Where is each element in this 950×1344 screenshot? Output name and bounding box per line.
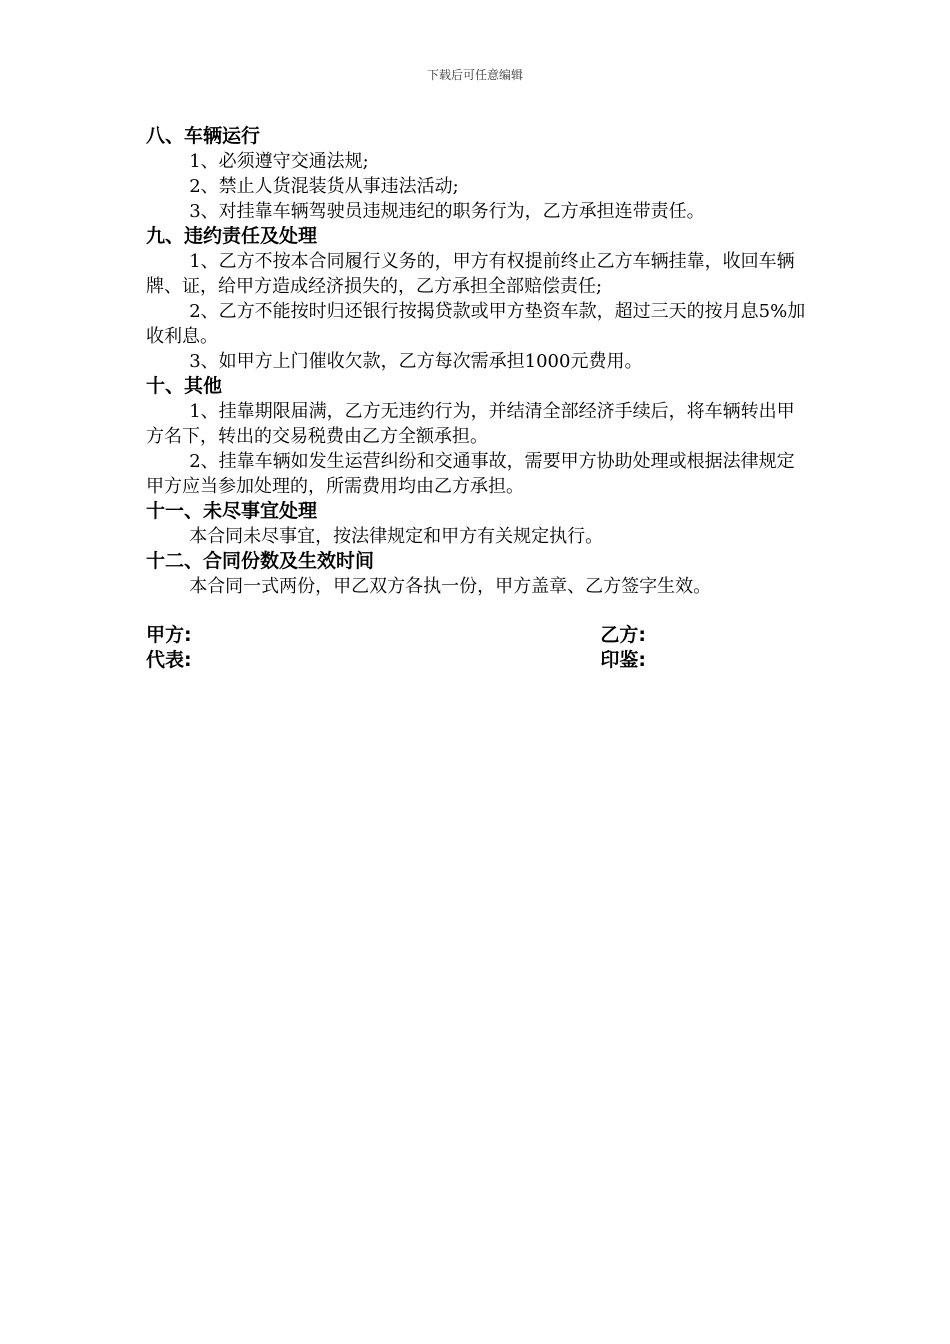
section-breach-liability [146,224,810,374]
clause: 1、乙方不按本合同履行义务的，甲方有权提前终止乙方车辆挂靠，收回车辆牌、证，给甲方造成经济损失的，乙方承担全部赔偿责任; [146,251,795,297]
clause: 2、禁止人货混装货从事违法活动; [189,176,459,197]
section-vehicle-operation [146,124,810,224]
representative-label: 代表: [146,649,192,671]
clause: 1、必须遵守交通法规; [189,151,369,172]
clause: 1、挂靠期限届满，乙方无违约行为，并结清全部经济手续后，将车辆转出甲方名下，转出的交易税费由乙方全额承担。 [146,401,795,447]
section-heading: 十一、未尽事宜处理 [146,500,318,522]
section-other [146,374,810,499]
party-b-label: 乙方: [600,624,646,646]
signature-row-parties [146,623,646,648]
clause: 本合同未尽事宜，按法律规定和甲方有关规定执行。 [189,526,604,547]
clause: 3、如甲方上门催收欠款，乙方每次需承担1000元费用。 [189,351,643,372]
section-heading: 十二、合同份数及生效时间 [146,550,375,572]
section-heading: 十、其他 [146,375,223,397]
page-header: 下载后可任意编辑 [426,68,523,82]
clause: 3、对挂靠车辆驾驶员违规违纪的职务行为，乙方承担连带责任。 [189,201,705,222]
clause: 2、挂靠车辆如发生运营纠纷和交通事故，需要甲方协助处理或根据法律规定甲方应当参加处理的，所需费用均由乙方承担。 [146,451,795,497]
clause: 2、乙方不能按时归还银行按揭贷款或甲方垫资车款，超过三天的按月息5%加收利息。 [146,301,806,347]
signature-row-representative [146,648,646,673]
clause: 本合同一式两份，甲乙双方各执一份，甲方盖章、乙方签字生效。 [189,576,712,597]
section-unresolved-matters [146,499,810,549]
contract-body [146,124,810,673]
section-copies-effective-date [146,549,810,599]
signature-block [146,623,810,673]
party-a-label: 甲方: [146,624,192,646]
section-heading: 九、违约责任及处理 [146,225,318,247]
section-heading: 八、车辆运行 [146,125,261,147]
seal-label: 印鉴: [600,649,646,671]
